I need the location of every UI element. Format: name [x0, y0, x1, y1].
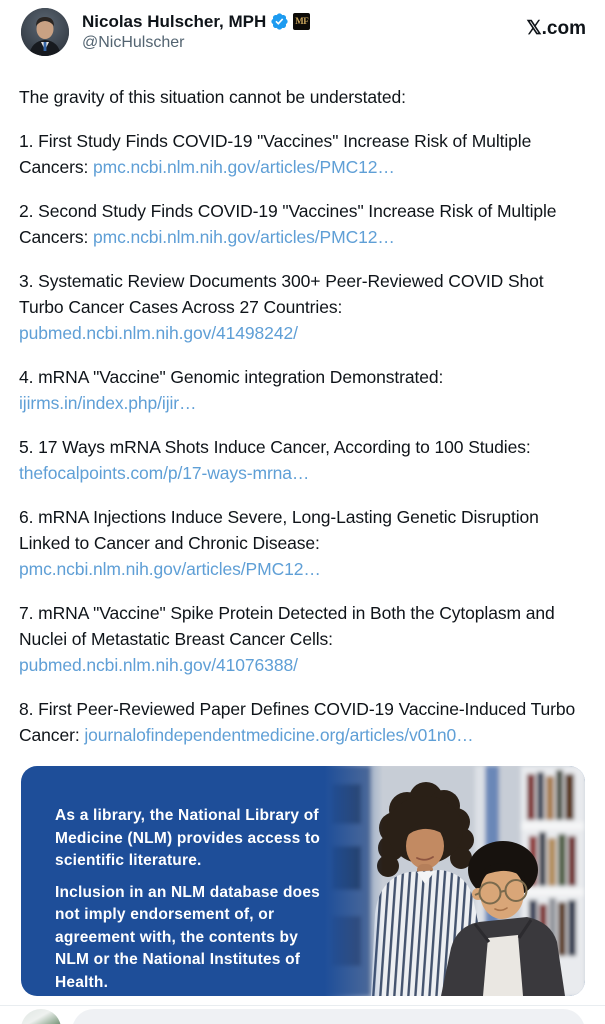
tweet-item-4 [19, 364, 586, 416]
tweet-item-1-text: 1. First Study Finds COVID-19 "Vaccines" Increase Risk of Multiple Cancers: [19, 131, 532, 177]
tweet-item-4-link[interactable]: ijirms.in/index.php/ijir… [19, 393, 197, 413]
tweet-header [0, 0, 605, 60]
nlm-media-card[interactable] [21, 766, 585, 996]
author-avatar[interactable] [21, 8, 69, 56]
verified-badge-icon [270, 12, 289, 31]
affiliate-badge-icon: MF [293, 13, 310, 30]
library-photo-illustration [325, 766, 585, 996]
tweet-item-7 [19, 600, 586, 678]
author-handle: @NicHulscher [82, 34, 185, 51]
tweet-item-7-link[interactable]: pubmed.ncbi.nlm.nih.gov/41076388/ [19, 655, 298, 675]
reply-input[interactable] [72, 1009, 585, 1024]
tweet-item-2 [19, 198, 586, 250]
tweet-item-1-link[interactable]: pmc.ncbi.nlm.nih.gov/articles/PMC12… [93, 157, 395, 177]
tweet-item-5 [19, 434, 586, 486]
tweet-item-4-text: 4. mRNA "Vaccine" Genomic integration Demonstrated: [19, 367, 444, 387]
nlm-disclaimer-text [55, 805, 323, 996]
reply-composer [0, 1009, 605, 1024]
tweet-item-5-link[interactable]: thefocalpoints.com/p/17-ways-mrna… [19, 463, 310, 483]
tweet-item-1 [19, 128, 586, 180]
viewer-avatar [21, 1009, 61, 1024]
nlm-disclaimer-paragraph-1: As a library, the National Library of Medicine (NLM) provides access to scientific literature. [55, 807, 320, 869]
tweet-item-8 [19, 696, 586, 748]
nlm-card-photo [325, 766, 585, 996]
tweet-item-3 [19, 268, 586, 346]
nlm-disclaimer-paragraph-2: Inclusion in an NLM database does not imply endorsement of, or agreement with, the contents by NLM or the National Institutes of Health. [55, 883, 320, 991]
tweet-item-8-text: 8. First Peer-Reviewed Paper Defines COVID-19 Vaccine-Induced Turbo Cancer: [19, 699, 576, 745]
tweet-item-3-link[interactable]: pubmed.ncbi.nlm.nih.gov/41498242/ [19, 323, 298, 343]
tweet-item-6-link[interactable]: pmc.ncbi.nlm.nih.gov/articles/PMC12… [19, 559, 321, 579]
author-name-row[interactable] [82, 11, 310, 32]
tweet-item-8-link[interactable]: journalofindependentmedicine.org/articles/v01n0… [84, 725, 474, 745]
author-display-name: Nicolas Hulscher, MPH [82, 12, 267, 31]
site-watermark: 𝕏.com [526, 18, 586, 39]
section-divider [0, 1005, 605, 1006]
tweet-body [0, 60, 605, 748]
author-avatar-image [21, 8, 69, 56]
tweet-item-7-text: 7. mRNA "Vaccine" Spike Protein Detected in Both the Cytoplasm and Nuclei of Metastatic Breast Cancer Cells: [19, 603, 555, 649]
tweet-item-2-link[interactable]: pmc.ncbi.nlm.nih.gov/articles/PMC12… [93, 227, 395, 247]
tweet-item-2-text: 2. Second Study Finds COVID-19 "Vaccines" Increase Risk of Multiple Cancers: [19, 201, 557, 247]
tweet-intro: The gravity of this situation cannot be understated: [19, 87, 406, 107]
tweet-item-3-text: 3. Systematic Review Documents 300+ Peer-Reviewed COVID Shot Turbo Cancer Cases Across 27 Countries: [19, 271, 544, 317]
tweet-item-6-text: 6. mRNA Injections Induce Severe, Long-Lasting Genetic Disruption Linked to Cancer and Chronic Disease: [19, 507, 539, 553]
tweet-item-5-text: 5. 17 Ways mRNA Shots Induce Cancer, According to 100 Studies: [19, 437, 531, 457]
tweet-item-6 [19, 504, 586, 582]
